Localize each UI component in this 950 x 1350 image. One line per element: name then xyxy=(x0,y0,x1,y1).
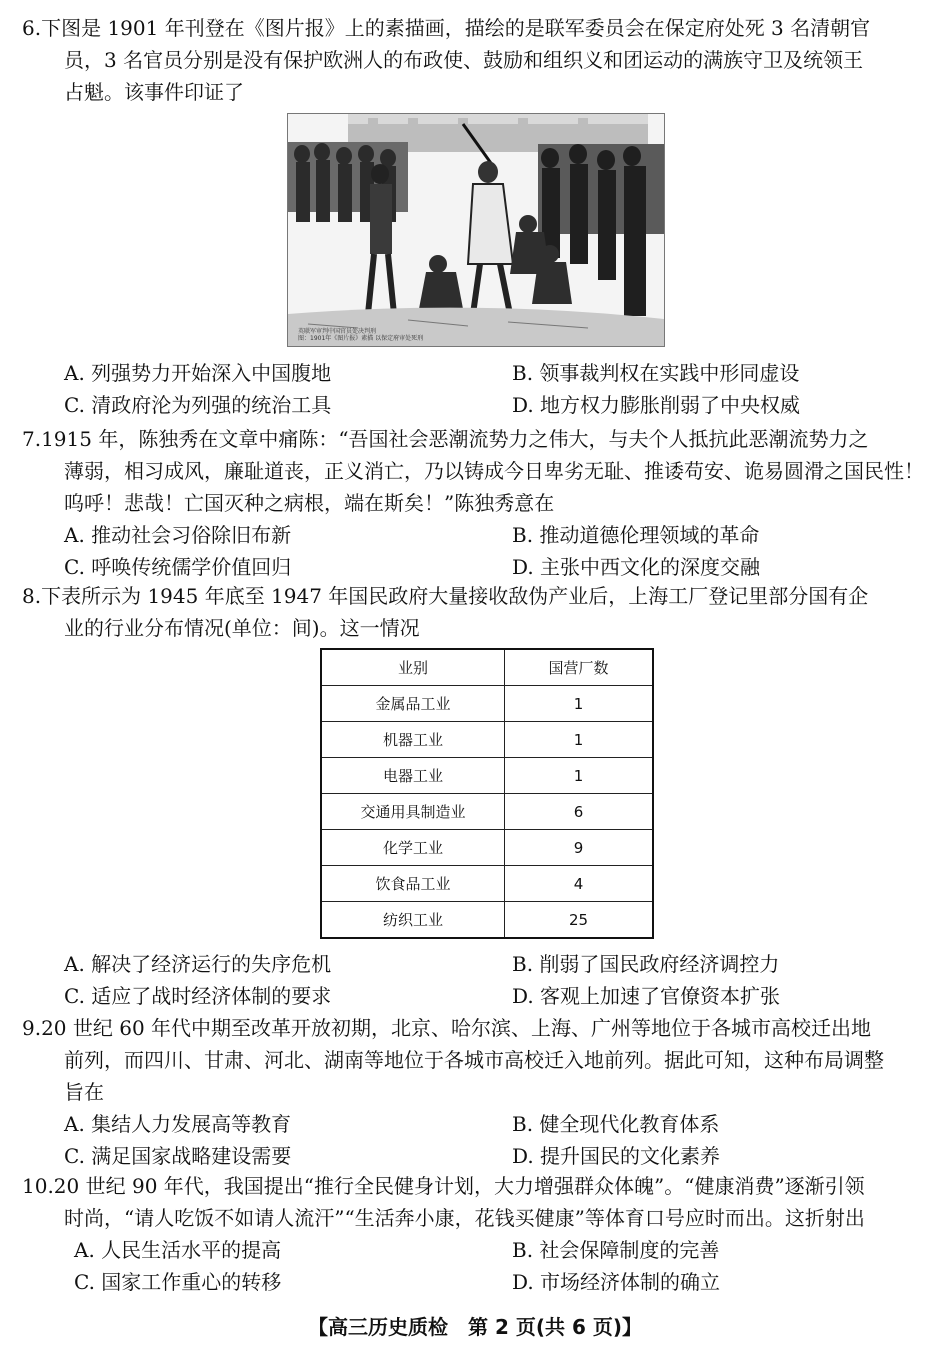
question-9-stem xyxy=(22,1012,922,1108)
table-cell-industry: 交通用具制造业 xyxy=(321,794,505,830)
table-row xyxy=(321,794,653,830)
option-b[interactable]: B. 健全现代化教育体系 xyxy=(512,1112,720,1136)
table-header-industry: 业别 xyxy=(321,649,505,686)
table-header-row xyxy=(321,649,653,686)
table-row xyxy=(321,758,653,794)
page-footer: 【高三历史质检 第 2 页(共 6 页)】 xyxy=(308,1315,642,1339)
table-cell-count: 6 xyxy=(505,794,654,830)
option-c[interactable]: C. 适应了战时经济体制的要求 xyxy=(64,984,332,1008)
option-d[interactable]: D. 客观上加速了官僚资本扩张 xyxy=(512,984,781,1008)
table-cell-count: 9 xyxy=(505,830,654,866)
table-cell-industry: 电器工业 xyxy=(321,758,505,794)
option-d[interactable]: D. 主张中西文化的深度交融 xyxy=(512,555,761,579)
option-a[interactable]: A. 推动社会习俗除旧布新 xyxy=(64,523,292,547)
table-cell-count: 25 xyxy=(505,902,654,939)
stem-line: 7.1915 年，陈独秀在文章中痛陈：“吾国社会恶潮流势力之伟大，与夫个人抵抗此恶潮流势力之 xyxy=(22,427,869,451)
table-cell-industry: 纺织工业 xyxy=(321,902,505,939)
stem-line: 旨在 xyxy=(64,1080,104,1104)
table-row xyxy=(321,866,653,902)
table-cell-industry: 饮食品工业 xyxy=(321,866,505,902)
question-9 xyxy=(22,1012,922,1172)
question-10 xyxy=(22,1170,922,1298)
option-c[interactable]: C. 呼唤传统儒学价值回归 xyxy=(64,555,292,579)
stem-line: 时尚，“请人吃饭不如请人流汗”“生活奔小康，花钱买健康”等体育口号应时而出。这折射出 xyxy=(64,1206,865,1230)
stem-line: 员，3 名官员分别是没有保护欧洲人的布政使、鼓励和组织义和团运动的满族守卫及统领王 xyxy=(64,48,864,72)
question-8 xyxy=(22,580,922,644)
question-6-options xyxy=(22,357,922,421)
stem-line: 薄弱，相习成风，廉耻道丧，正义消亡，乃以铸成今日卑劣无耻、推诿苟安、诡易圆滑之国民性！ xyxy=(64,459,924,483)
stem-line: 前列，而四川、甘肃、河北、湖南等地位于各城市高校迁入地前列。据此可知，这种布局调整 xyxy=(64,1048,884,1072)
option-a[interactable]: A. 人民生活水平的提高 xyxy=(74,1238,282,1262)
table-row xyxy=(321,686,653,722)
option-a[interactable]: A. 解决了经济运行的失序危机 xyxy=(64,952,332,976)
stem-line: 10.20 世纪 90 年代，我国提出“推行全民健身计划，大力增强群众体魄”。“健康消费”逐渐引领 xyxy=(22,1174,865,1198)
table-cell-count: 1 xyxy=(505,758,654,794)
option-c[interactable]: C. 国家工作重心的转移 xyxy=(74,1270,282,1294)
option-c[interactable]: C. 清政府沦为列强的统治工具 xyxy=(64,393,332,417)
question-10-stem xyxy=(22,1170,922,1234)
question-7 xyxy=(22,423,922,583)
table-cell-industry: 机器工业 xyxy=(321,722,505,758)
option-b[interactable]: B. 社会保障制度的完善 xyxy=(512,1238,720,1262)
figure-caption xyxy=(298,328,423,342)
stem-line: 业的行业分布情况(单位：间)。这一情况 xyxy=(64,616,420,640)
table-row xyxy=(321,902,653,939)
stem-line: 8.下表所示为 1945 年底至 1947 年国民政府大量接收敌伪产业后，上海工厂登记里部分国有企 xyxy=(22,584,869,608)
option-a[interactable]: A. 列强势力开始深入中国腹地 xyxy=(64,361,332,385)
table-cell-industry: 金属品工业 xyxy=(321,686,505,722)
execution-sketch-illustration xyxy=(288,114,664,346)
figure-caption-line: 英联军审判中国官员处决判刑 xyxy=(298,328,377,335)
option-d[interactable]: D. 地方权力膨胀削弱了中央权威 xyxy=(512,393,801,417)
table-header-count: 国营厂数 xyxy=(505,649,654,686)
option-b[interactable]: B. 推动道德伦理领域的革命 xyxy=(512,523,760,547)
table-cell-industry: 化学工业 xyxy=(321,830,505,866)
table-cell-count: 1 xyxy=(505,686,654,722)
question-6 xyxy=(22,12,922,108)
table-row xyxy=(321,722,653,758)
figure-caption-line: 图：1901年《图片报》素描 以保定府审处死刑 xyxy=(298,335,424,342)
stem-line: 6.下图是 1901 年刊登在《图片报》上的素描画，描绘的是联军委员会在保定府处死 3 名清朝官 xyxy=(22,16,871,40)
option-a[interactable]: A. 集结人力发展高等教育 xyxy=(64,1112,292,1136)
table-cell-count: 1 xyxy=(505,722,654,758)
stem-line: 呜呼！悲哉！亡国灭种之病根，端在斯矣！”陈独秀意在 xyxy=(64,491,555,515)
option-d[interactable]: D. 提升国民的文化素养 xyxy=(512,1144,721,1168)
option-b[interactable]: B. 削弱了国民政府经济调控力 xyxy=(512,952,780,976)
historical-sketch-image xyxy=(287,113,665,347)
question-8-options xyxy=(22,948,922,1012)
table-cell-count: 4 xyxy=(505,866,654,902)
question-7-stem xyxy=(22,423,922,519)
option-b[interactable]: B. 领事裁判权在实践中形同虚设 xyxy=(512,361,800,385)
table-row xyxy=(321,830,653,866)
option-d[interactable]: D. 市场经济体制的确立 xyxy=(512,1270,721,1294)
question-6-stem xyxy=(22,12,922,108)
stem-line: 占魁。该事件印证了 xyxy=(64,80,244,104)
stem-line: 9.20 世纪 60 年代中期至改革开放初期，北京、哈尔滨、上海、广州等地位于各城市高校迁出地 xyxy=(22,1016,872,1040)
factory-table xyxy=(320,648,654,939)
option-c[interactable]: C. 满足国家战略建设需要 xyxy=(64,1144,292,1168)
question-8-stem xyxy=(22,580,922,644)
